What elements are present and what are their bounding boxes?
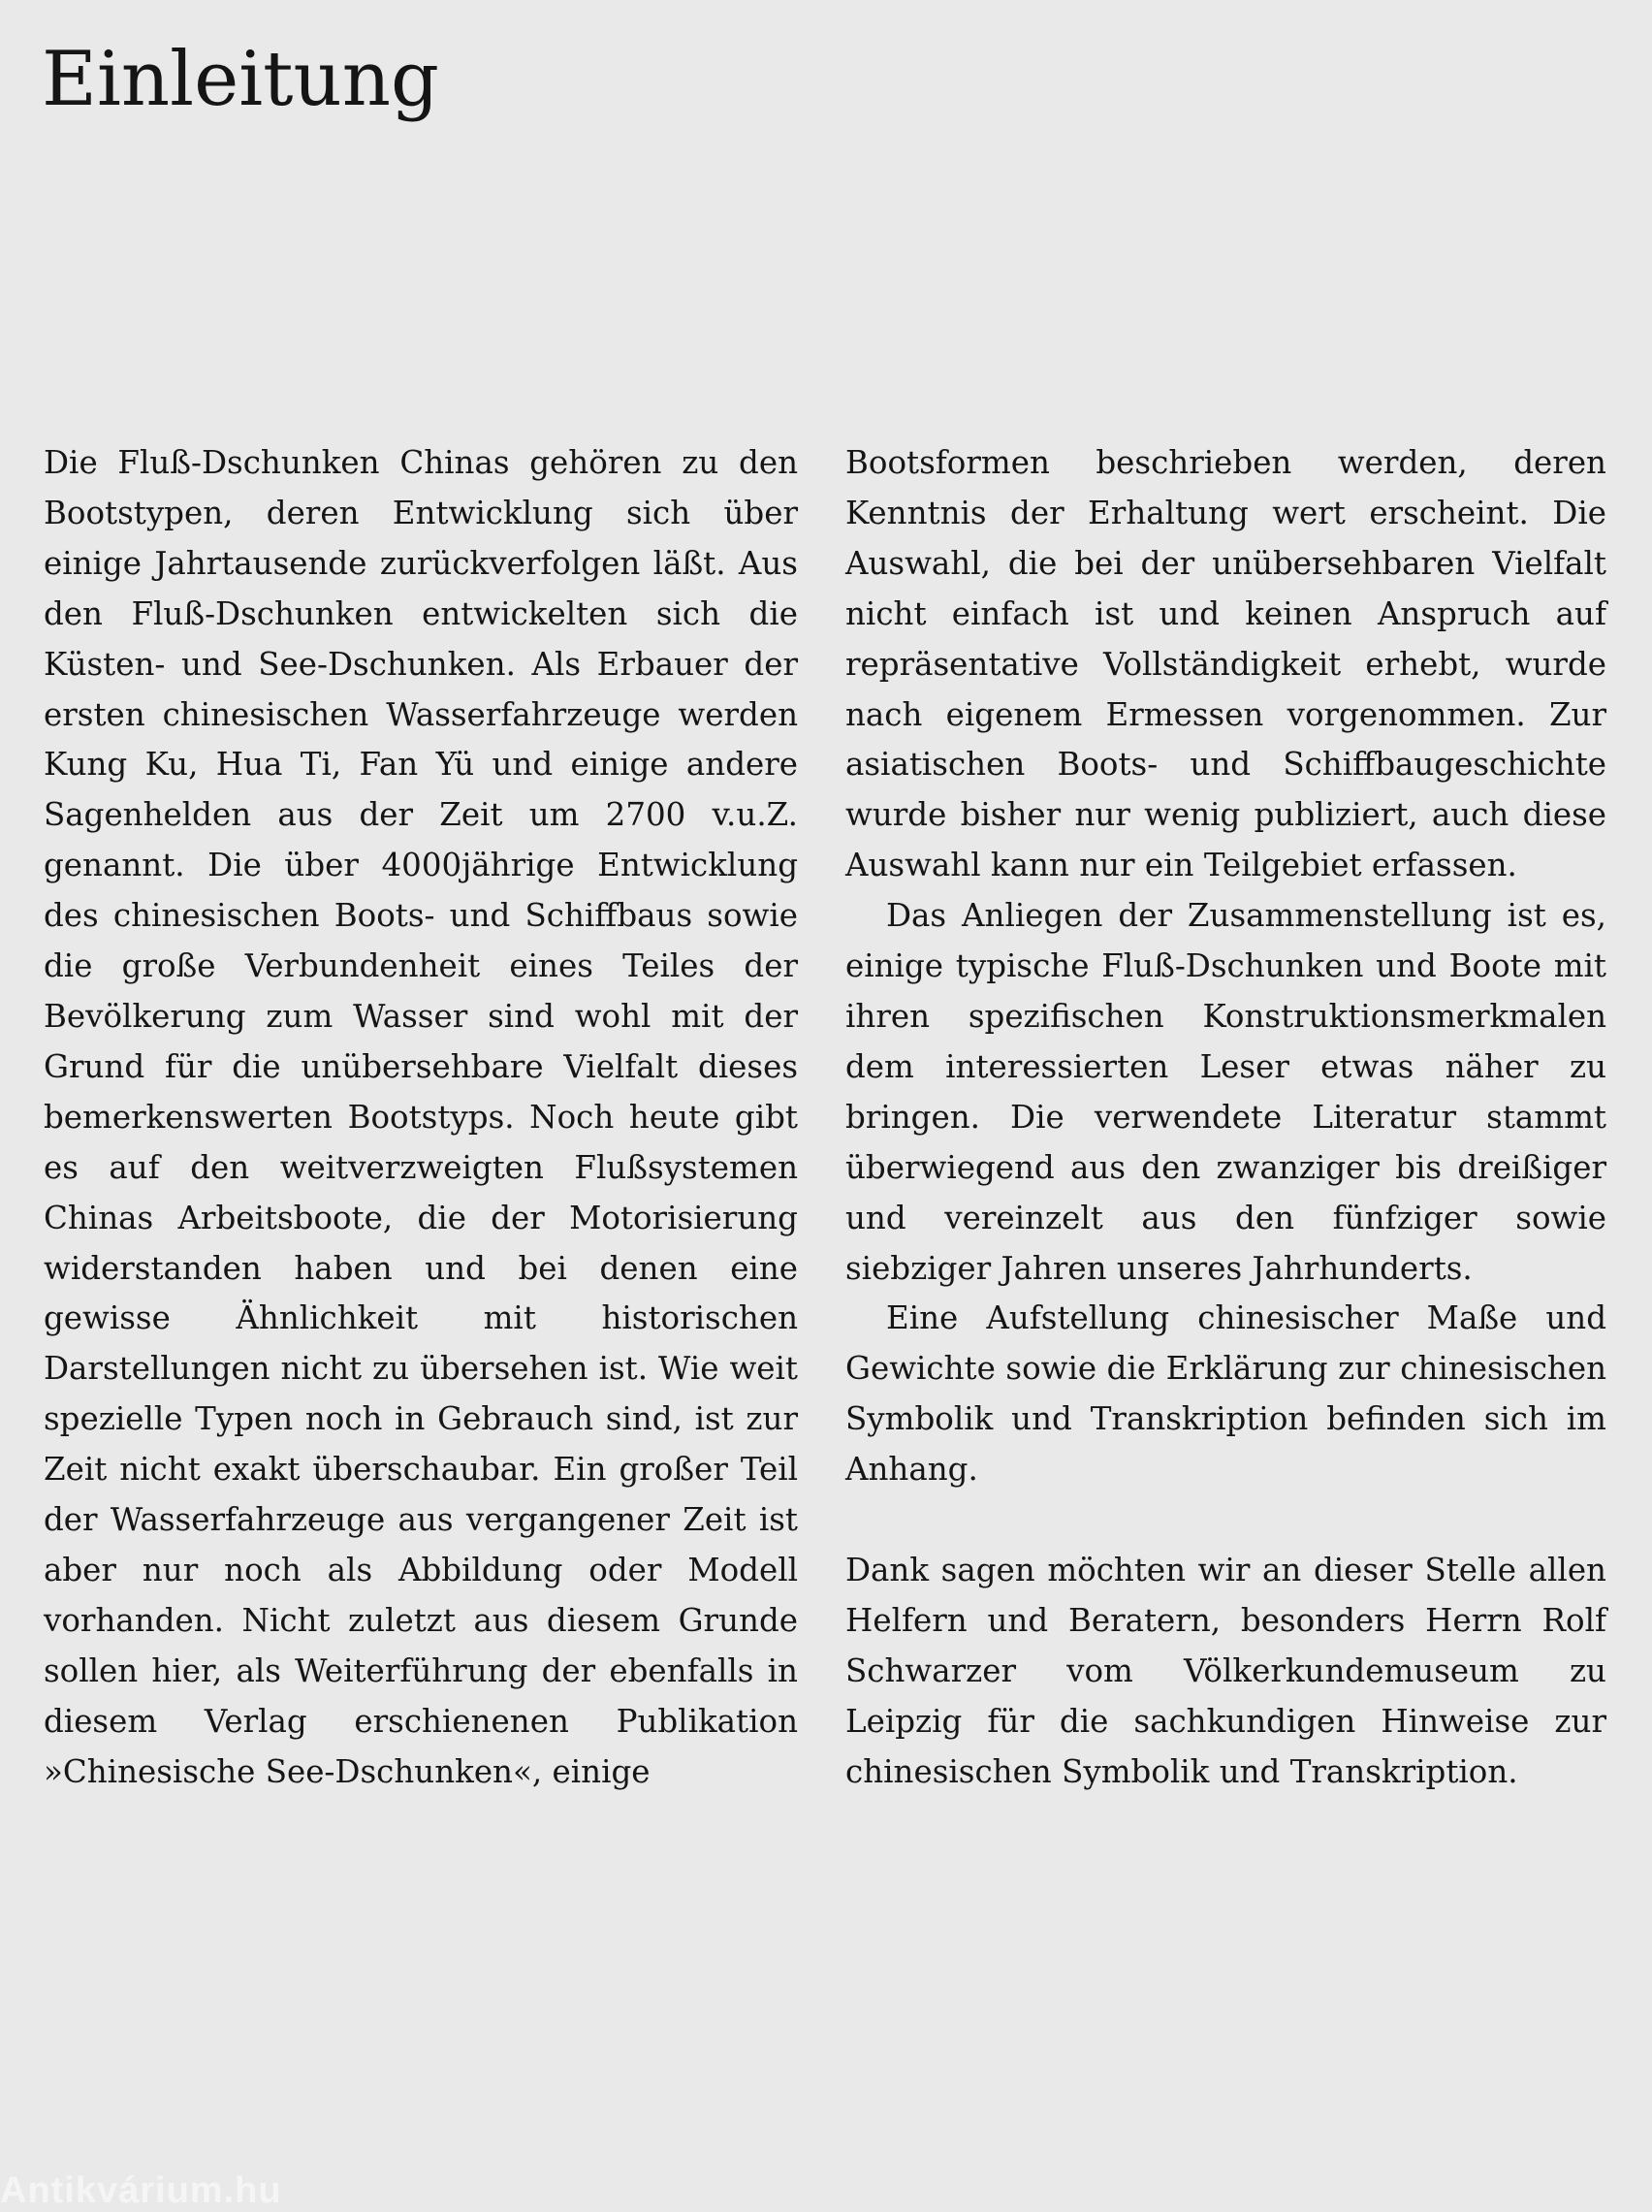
paragraph-intro: Die Fluß-Dschunken Chinas gehören zu den Bootstypen, deren Entwicklung sich über einige Jahrtausende zurückverfolgen läßt. Aus den Fluß-Dschunken entwickelten sich die Küsten- und See-Dschunken. Als Erbauer der ersten chinesischen Wasserfahrzeuge werden Kung Ku, Hua Ti, Fan Yü und einige andere Sagenhelden aus der Zeit um 2700 v.u.Z. genannt. Die über 4000jährige Entwicklung des chinesischen Boots- und Schiffbaus sowie die große Verbundenheit eines Teiles der Bevölkerung zum Wasser sind wohl mit der Grund für die unübersehbare Vielfalt dieses bemerkenswerten Bootstyps. Noch heute gibt es auf den weitverzweigten Flußsystemen Chinas Arbeitsboote, die der Motorisierung widerstanden haben und bei denen eine gewisse Ähnlichkeit mit historischen Darstellungen nicht zu übersehen ist. Wie weit spezielle Typen noch in Gebrauch sind, ist zur Zeit nicht exakt überschaubar. Ein großer Teil der Wasserfahrzeuge aus vergangener Zeit ist aber nur noch als Abbildung oder Modell vorhanden. Nicht zuletzt aus diesem Grunde sollen hier, als Weiterführung der ebenfalls in diesem Verlag erschienenen Publikation »Chinesische See-Dschunken«, einige [44,444,798,1790]
paragraph-purpose: Das Anliegen der Zusammenstellung ist es, einige typische Fluß-Dschunken und Boote mit ihren spezifischen Konstruktionsmerkmalen dem interessierten Leser etwas näher zu bringen. Die verwendete Literatur stammt überwiegend aus den zwanziger bis dreißiger und vereinzelt aus den fünfziger sowie siebziger Jahren unseres Jahrhunderts. [845,897,1606,1287]
text-column-left [44,438,798,1797]
paragraph-appendix-note: Eine Aufstellung chinesischer Maße und Gewichte sowie die Erklärung zur chinesischen Symbolik und Transkription befinden sich im Anhang. [845,1299,1606,1489]
watermark: Antikvárium.hu [0,2170,282,2211]
text-column-right [845,438,1606,1797]
paragraph-continuation: Bootsformen beschrieben werden, deren Kenntnis der Erhaltung wert erscheint. Die Auswahl, die bei der unübersehbaren Vielfalt nicht einfach ist und keinen Anspruch auf repräsentative Vollständigkeit erhebt, wurde nach eigenem Ermessen vorgenommen. Zur asiatischen Boots- und Schiffbaugeschichte wurde bisher nur wenig publiziert, auch diese Auswahl kann nur ein Teilgebiet erfassen. [845,444,1606,884]
paragraph-acknowledgements: Dank sagen möchten wir an dieser Stelle allen Helfern und Beratern, besonders Herrn Rolf Schwarzer vom Völkerkundemuseum zu Leipzig für die sachkundigen Hinweise zur chinesischen Symbolik und Transkription. [845,1551,1606,1790]
page-title: Einleitung [42,36,439,123]
